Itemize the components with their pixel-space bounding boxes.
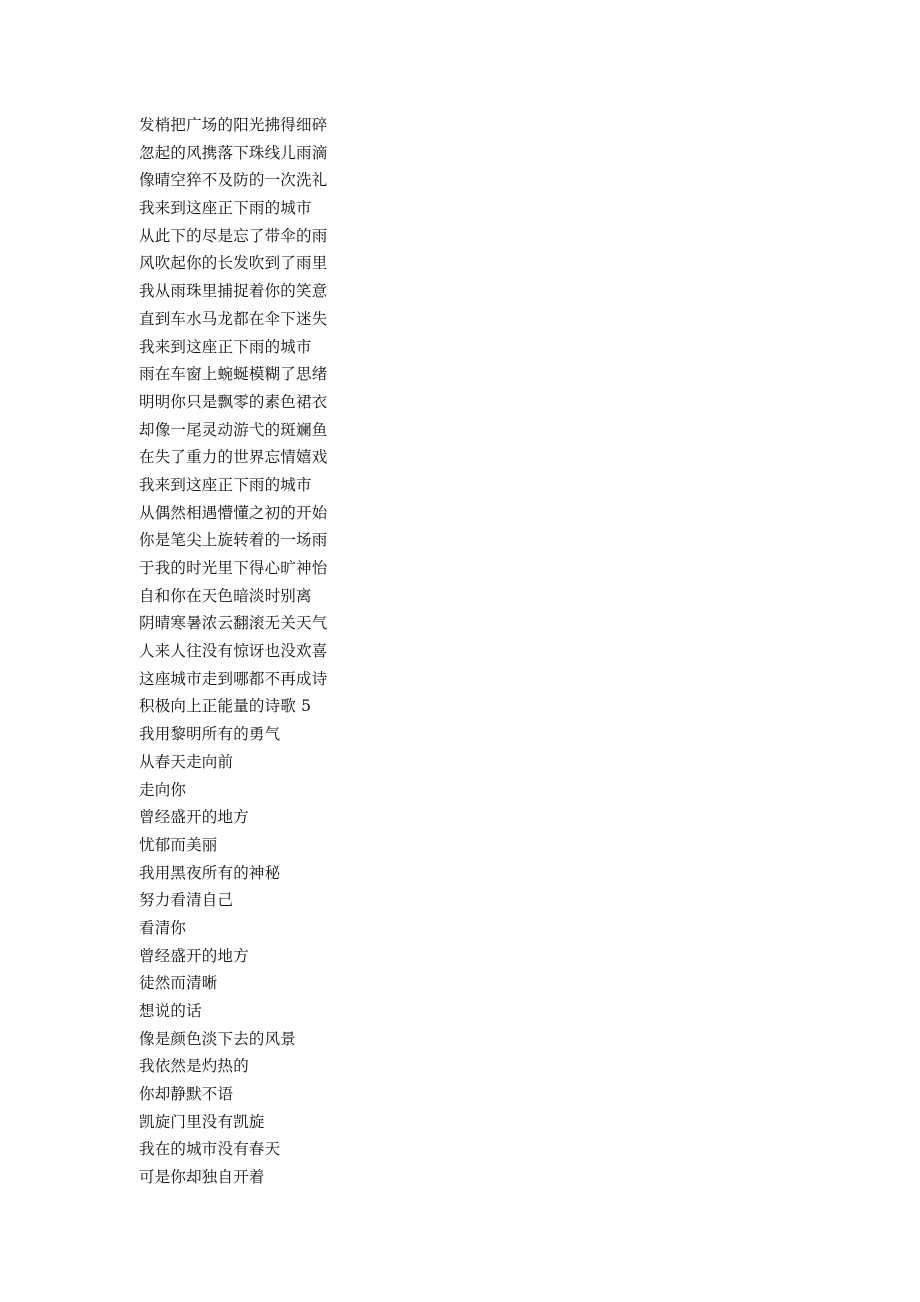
text-line: 凯旋门里没有凯旋 [139,1112,265,1131]
text-line: 曾经盛开的地方 [139,808,249,827]
text-line: 徒然而清晰 [139,974,218,993]
text-line: 像晴空猝不及防的一次洗礼 [139,171,328,190]
text-line: 从此下的尽是忘了带伞的雨 [139,226,328,245]
text-line: 我来到这座正下雨的城市 [139,199,312,218]
text-line: 我从雨珠里捕捉着你的笑意 [139,282,328,301]
text-line: 像是颜色淡下去的风景 [139,1029,297,1048]
text-line: 努力看清自己 [139,891,234,910]
text-line: 从春天走向前 [139,752,234,771]
poem-text [139,112,327,1192]
text-line: 我来到这座正下雨的城市 [139,475,312,494]
text-line: 我用黎明所有的勇气 [139,725,281,744]
text-line: 雨在车窗上蜿蜒模糊了思绪 [139,365,328,384]
text-line: 忧郁而美丽 [139,835,218,854]
text-line: 我来到这座正下雨的城市 [139,337,312,356]
text-line: 曾经盛开的地方 [139,946,249,965]
text-line: 我依然是灼热的 [139,1057,249,1076]
text-line: 我用黑夜所有的神秘 [139,863,281,882]
text-line: 却像一尾灵动游弋的斑斓鱼 [139,420,328,439]
text-line: 看清你 [139,918,187,937]
text-line: 明明你只是飘零的素色裙衣 [139,392,328,411]
text-line: 可是你却独自开着 [139,1168,265,1187]
text-line: 这座城市走到哪都不再成诗 [139,669,328,688]
text-line: 想说的话 [139,1002,202,1020]
text-line: 人来人往没有惊讶也没欢喜 [139,642,328,661]
text-line: 你是笔尖上旋转着的一场雨 [139,531,328,550]
text-line: 直到车水马龙都在伞下迷失 [139,309,328,328]
text-line: 于我的时光里下得心旷神怡 [139,559,328,577]
text-line: 走向你 [139,780,187,799]
section-title: 积极向上正能量的诗歌 5 [139,697,312,716]
text-line: 你却静默不语 [139,1085,234,1104]
text-line: 阴晴寒暑浓云翻滚无关天气 [139,614,328,633]
text-line: 忽起的风携落下珠线儿雨滴 [139,143,328,162]
text-line: 发梢把广场的阳光拂得细碎 [139,116,328,134]
text-line: 风吹起你的长发吹到了雨里 [139,254,328,273]
text-line: 我在的城市没有春天 [139,1140,281,1159]
text-line: 自和你在天色暗淡时别离 [139,586,312,605]
text-line: 在失了重力的世界忘情嬉戏 [139,448,328,467]
text-line: 从偶然相遇懵懂之初的开始 [139,503,328,522]
